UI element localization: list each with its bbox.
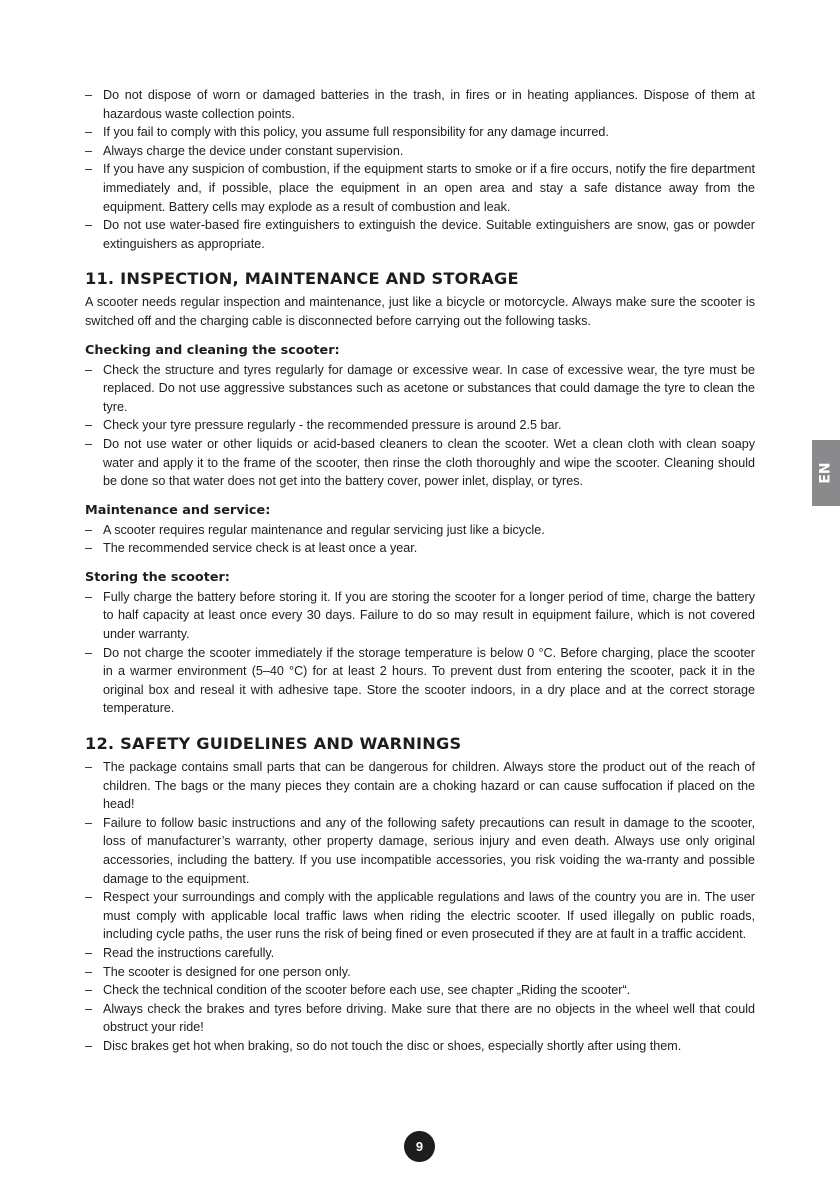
section-12-title: 12. SAFETY GUIDELINES AND WARNINGS <box>85 734 462 754</box>
dash-marker: – <box>85 815 93 830</box>
list-item <box>85 539 755 558</box>
list-item-text: Do not use water or other liquids or acid-based cleaners to clean the scooter. Wet a clean cloth with clean soapy water and apply it to the frame of the scooter, then rinse the cloth thoroughly and wipe the scooter. Cleaning should be done so that water does not get into the battery cover, power inlet, display, or tyres. <box>103 436 755 489</box>
list-item <box>85 1000 755 1037</box>
dash-marker: – <box>85 418 93 433</box>
list-item <box>85 944 755 963</box>
list-item <box>85 521 755 540</box>
list-item <box>85 963 755 982</box>
section-11-intro: A scooter needs regular inspection and maintenance, just like a bicycle or motorcycle. Always make sure the scooter is switched off and the charging cable is disconnected before carrying out the following tasks. <box>85 295 755 328</box>
list-item-text: Do not use water-based fire extinguishers to extinguish the device. Suitable extinguishers are snow, gas or powder extinguishers as appropriate. <box>103 218 755 251</box>
list-item-text: If you have any suspicion of combustion, if the equipment starts to smoke or if a fire occurs, notify the fire department immediately and, if possible, place the equipment in an open area and stay a safe distance away from the equipment. Battery cells may explode as a result of combustion and leak. <box>103 162 755 214</box>
list-item <box>85 814 755 888</box>
list-item-text: The recommended service check is at least once a year. <box>103 541 418 556</box>
safety-guidelines-list <box>85 758 755 1056</box>
list-item-text: Always check the brakes and tyres before driving. Make sure that there are no objects in the wheel well that could obstruct your ride! <box>103 1001 755 1035</box>
list-item <box>85 435 755 491</box>
list-item-text: Disc brakes get hot when braking, so do not touch the disc or shoes, especially shortly after using them. <box>103 1038 682 1053</box>
list-item <box>85 160 755 216</box>
dash-marker: – <box>85 218 93 233</box>
dash-marker: – <box>85 162 93 177</box>
list-item-text: The scooter is designed for one person only. <box>103 964 351 979</box>
list-item <box>85 888 755 944</box>
page-content <box>85 86 755 1056</box>
dash-marker: – <box>85 1001 93 1016</box>
list-item-text: A scooter requires regular maintenance and regular servicing just like a bicycle. <box>103 522 545 537</box>
list-item-text: Check the structure and tyres regularly for damage or excessive wear. In case of excessive wear, the tyre must be replaced. Do not use aggressive substances such as acetone or substances that could damage the tyre to clean the tyre. <box>103 362 755 414</box>
list-item-text: Respect your surroundings and comply with the applicable regulations and laws of the country you are in. The user must comply with applicable local traffic laws when riding the electric scooter. If used illegally on public roads, including cycle paths, the user runs the risk of being fined or even prosecuted if they are at fault in a traffic accident. <box>103 890 755 942</box>
list-item-text: The package contains small parts that can be dangerous for children. Always store the product out of the reach of children. The bags or the many pieces they contain are a choking hazard or can cause suffocation if placed on the head! <box>103 760 755 812</box>
list-item-text: Fully charge the battery before storing it. If you are storing the scooter for a longer period of time, charge the battery to half capacity at least once every 30 days. Failure to do so may result in equipment failure, which is not covered under warranty. <box>103 589 755 642</box>
list-item-text: Read the instructions carefully. <box>103 945 275 960</box>
list-item-text: Always charge the device under constant supervision. <box>103 143 404 158</box>
dash-marker: – <box>85 436 93 451</box>
list-item <box>85 216 755 253</box>
list-item <box>85 123 755 142</box>
dash-marker: – <box>85 125 93 140</box>
dash-marker: – <box>85 945 93 960</box>
dash-marker: – <box>85 541 93 556</box>
list-item-text: If you fail to comply with this policy, you assume full responsibility for any damage incurred. <box>103 125 609 140</box>
dash-marker: – <box>85 1038 93 1053</box>
dash-marker: – <box>85 522 93 537</box>
list-item-text: Check the technical condition of the scooter before each use, see chapter „Riding the scooter“. <box>103 983 631 998</box>
list-item-text: Check your tyre pressure regularly - the recommended pressure is around 2.5 bar. <box>103 418 562 433</box>
dash-marker: – <box>85 645 93 660</box>
maintenance-service-heading: Maintenance and service: <box>85 502 271 518</box>
dash-marker: – <box>85 964 93 979</box>
maintenance-service-list <box>85 521 755 558</box>
dash-marker: – <box>85 983 93 998</box>
dash-marker: – <box>85 890 93 905</box>
list-item-text: Do not dispose of worn or damaged batteries in the trash, in fires or in heating appliances. Dispose of them at hazardous waste collection points. <box>103 88 755 121</box>
list-item <box>85 644 755 718</box>
language-tab <box>812 440 840 506</box>
list-item <box>85 1037 755 1056</box>
list-item-text: Failure to follow basic instructions and any of the following safety precautions can result in damage to the scooter, loss of manufacturer’s warranty, other property damage, serious injury and even death. Always use only original accessories, including the battery. If you use incompatible accessories, you risk voiding the wa-rranty and possible damage to the equipment. <box>103 815 755 886</box>
storing-list <box>85 588 755 718</box>
battery-warnings-list <box>85 86 755 253</box>
language-tab-label: EN <box>818 462 834 484</box>
list-item <box>85 981 755 1000</box>
list-item <box>85 361 755 417</box>
checking-cleaning-list <box>85 361 755 491</box>
section-11-title: 11. INSPECTION, MAINTENANCE AND STORAGE <box>85 269 519 289</box>
dash-marker: – <box>85 589 93 604</box>
list-item <box>85 86 755 123</box>
dash-marker: – <box>85 88 93 102</box>
storing-heading: Storing the scooter: <box>85 569 230 585</box>
list-item-text: Do not charge the scooter immediately if the storage temperature is below 0 °C. Before charging, place the scooter in a warmer environment (5–40 °C) for at least 2 hours. To prevent dust from entering the scooter, pack it in the original box and reseal it with adhesive tape. Store the scooter indoors, in a dry place and at the correct storage temperature. <box>103 645 755 716</box>
dash-marker: – <box>85 362 93 377</box>
page-number: 9 <box>404 1131 435 1162</box>
list-item <box>85 416 755 435</box>
list-item <box>85 758 755 814</box>
dash-marker: – <box>85 143 93 158</box>
list-item <box>85 588 755 644</box>
list-item <box>85 142 755 161</box>
dash-marker: – <box>85 760 93 775</box>
checking-cleaning-heading: Checking and cleaning the scooter: <box>85 342 340 358</box>
